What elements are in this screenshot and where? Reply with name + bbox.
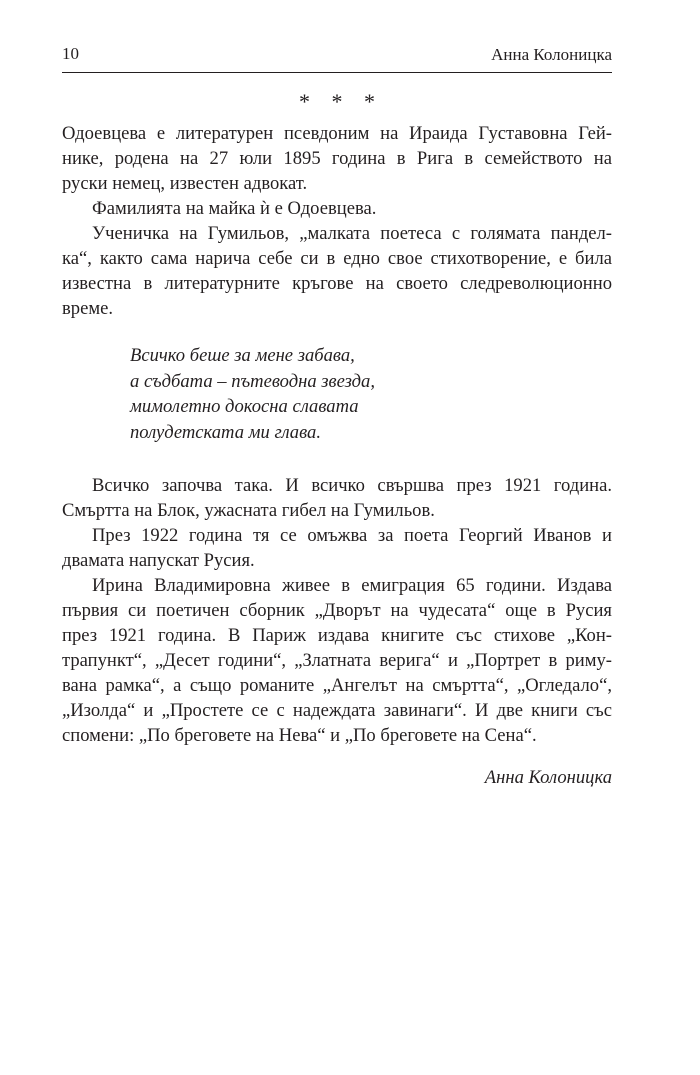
poem-line: а съдбата – пътеводна звезда, [130,370,375,392]
text-line: първия си поетичен сборник „Дворът на чудесата“ още в Русия [62,600,612,621]
page-body [62,87,612,790]
poem-line: полудетската ми глава. [130,421,321,443]
text-line: Ирина Владимировна живее в емиграция 65 години. Издава [92,575,612,596]
text-line: Всичко започва така. И всичко свършва през 1921 година. [92,475,612,496]
paragraph-1921 [62,473,612,523]
paragraph-gumilyov-student [62,221,612,321]
poem-quote [130,343,612,445]
text-line: време. [62,298,113,319]
poem-line: мимолетно докосна славата [130,396,359,417]
running-head-author: Анна Колоницка [491,45,612,64]
text-line: известна в литературните кръгове на своето следреволюционно [62,273,612,294]
text-line: Одоевцева е литературен псевдоним на Ираида Густавовна Гей- [62,123,612,144]
poem-line: Всичко беше за мене забава, [130,345,355,366]
page-number: 10 [62,44,79,63]
text-line: „Изолда“ и „Простете се с надеждата завинаги“. И две книги със [62,700,612,721]
paragraph-emigration [62,573,612,748]
text-line: Смъртта на Блок, ужасната гибел на Гумильов. [62,500,435,521]
text-line: През 1922 година тя се омъжва за поета Георгий Иванов и [92,525,612,546]
header-divider [62,72,612,73]
author-signature: Анна Колоницка [484,767,612,788]
text-line: Фамилията на майка ѝ е Одоевцева. [92,198,377,219]
paragraph-mother-name [62,196,612,221]
text-line: ка“, както сама нарича себе си в едно свое стихотворение, е била [62,248,612,269]
paragraph-marriage [62,523,612,573]
text-line: нике, родена на 27 юли 1895 година в Рига в семейството на [62,148,612,169]
text-line: трапункт“, „Десет години“, „Златната верига“ и „Портрет в риму- [62,650,612,671]
text-line: двамата напускат Русия. [62,550,255,571]
text-line: руски немец, известен адвокат. [62,173,308,194]
text-line: Ученичка на Гумильов, „малката поетеса с голямата пандел- [92,223,612,244]
page-header [62,44,612,72]
text-line: спомени: „По бреговете на Нева“ и „По бреговете на Сена“. [62,725,537,746]
text-line: вана рамка“, а също романите „Ангелът на смъртта“, „Огледало“, [62,675,612,696]
paragraph-intro [62,121,612,196]
section-break-asterisks: * * * [299,89,383,114]
text-line: през 1921 година. В Париж издава книгите със стихове „Кон- [62,625,612,646]
